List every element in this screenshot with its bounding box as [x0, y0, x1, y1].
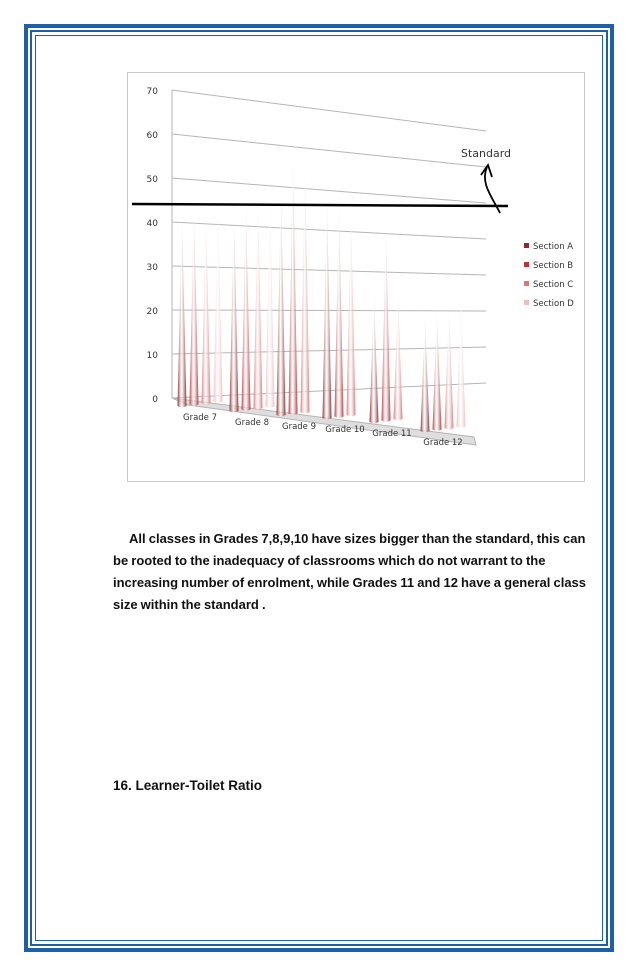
chart-spike-1-6 [421, 319, 430, 433]
chart-spike-3-2 [254, 201, 263, 410]
chart-spike-2-5 [382, 230, 391, 422]
y-tick-label: 30 [146, 263, 158, 273]
y-tick-label: 0 [152, 395, 158, 405]
chart-spike-2-3 [289, 156, 298, 415]
legend-swatch [524, 281, 529, 286]
legend-label: Section D [533, 299, 574, 309]
chart-spike-3-5 [394, 295, 403, 421]
chart-spike-1-5 [370, 298, 379, 424]
chart-spike-3-3 [301, 163, 310, 414]
y-tick-label: 20 [146, 307, 158, 317]
y-tick-label: 10 [146, 351, 158, 361]
standard-label: Standard [461, 147, 512, 160]
x-category-label: Grade 7 [182, 413, 218, 423]
y-tick-label: 40 [146, 219, 158, 229]
legend-label: Section C [533, 280, 574, 290]
x-category-label: Grade 12 [423, 438, 463, 448]
chart-spike-2-1 [190, 209, 199, 406]
chart-spike-3-6 [445, 308, 454, 430]
legend-swatch [524, 262, 529, 267]
x-category-label: Grade 8 [234, 418, 270, 428]
legend-label: Section B [533, 261, 574, 271]
class-size-chart [128, 73, 586, 483]
gridline [172, 178, 486, 203]
body-paragraph: All classes in Grades 7,8,9,10 have sizes bigger than the standard, this can be rooted to the inadequacy of classrooms which do not warrant to the increasing number of enrolment, while Grades 11 and 12 have a general class size within the standard . [113, 531, 587, 612]
standard-line [132, 204, 508, 206]
gridline [172, 134, 486, 167]
chart-spike-4-6 [457, 298, 466, 428]
chart-spike-2-6 [433, 313, 442, 431]
legend-label: Section A [533, 242, 574, 252]
chart-spike-1-3 [277, 191, 286, 417]
y-tick-label: 50 [146, 175, 158, 185]
x-category-label: Grade 11 [372, 429, 412, 439]
chart-spike-1-1 [178, 219, 187, 407]
chart-spike-3-4 [347, 212, 356, 417]
chart-container [127, 72, 585, 482]
gridline [172, 222, 486, 239]
legend-swatch [524, 300, 529, 305]
legend-swatch [524, 243, 529, 248]
section-heading: 16. Learner-Toilet Ratio [113, 778, 263, 793]
chart-spike-1-2 [230, 216, 239, 413]
gridline [172, 90, 486, 131]
x-category-label: Grade 9 [281, 422, 317, 432]
chart-spike-2-2 [242, 206, 251, 411]
chart-spike-4-1 [214, 206, 223, 403]
y-tick-label: 60 [146, 131, 158, 141]
x-category-label: Grade 10 [325, 425, 365, 435]
chart-spike-2-4 [335, 209, 344, 418]
y-tick-label: 70 [146, 87, 158, 97]
